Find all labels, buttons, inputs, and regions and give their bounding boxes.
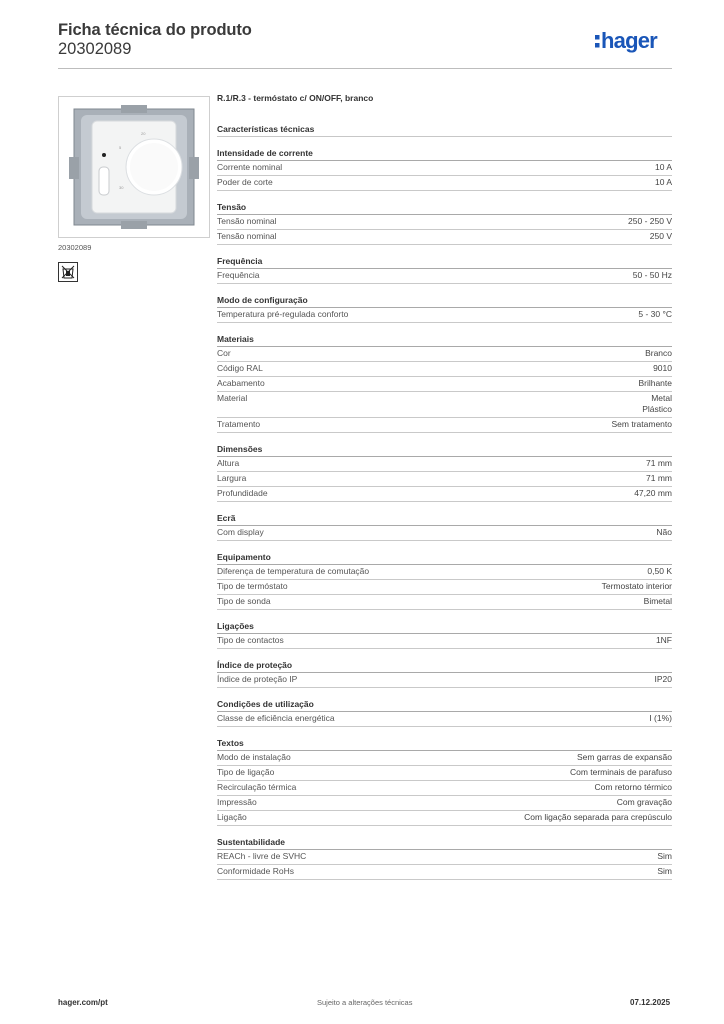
spec-value: Com terminais de parafuso [569,767,672,777]
spec-value [642,393,672,415]
spec-group [217,737,672,826]
spec-row [217,580,672,595]
spec-row [217,796,672,811]
spec-group [217,147,672,191]
spec-row [217,673,672,688]
spec-group [217,512,672,541]
spec-row [217,362,672,377]
spec-row [217,269,672,284]
logo-text: hager [601,28,657,53]
spec-row [217,161,672,176]
spec-label: Cor [217,348,231,358]
spec-row [217,418,672,433]
spec-group [217,201,672,245]
spec-value: Sim [657,866,672,876]
spec-group [217,659,672,688]
hager-logo [594,26,674,56]
spec-value: 10 A [654,177,672,187]
spec-value: Não [656,527,672,537]
header-divider [58,68,672,69]
group-title: Ecrã [217,512,672,526]
spec-value: 1NF [655,635,672,645]
spec-value-line: Plástico [642,404,672,414]
spec-label: Impressão [217,797,257,807]
svg-text:5: 5 [119,145,122,150]
header-block [58,21,252,59]
spec-row [217,766,672,781]
spec-row [217,487,672,502]
spec-label: Profundidade [217,488,268,498]
group-title: Ligações [217,620,672,634]
spec-row [217,392,672,418]
spec-value: 47,20 mm [634,488,672,498]
group-title: Condições de utilização [217,698,672,712]
group-title: Equipamento [217,551,672,565]
spec-label: Tipo de termóstato [217,581,288,591]
spec-label: Largura [217,473,247,483]
spec-label: Tensão nominal [217,231,277,241]
spec-label: Com display [217,527,264,537]
spec-label: Corrente nominal [217,162,283,172]
spec-row [217,308,672,323]
spec-label: Tipo de sonda [217,596,271,606]
spec-value: Brilhante [638,378,672,388]
spec-main [217,92,672,880]
group-title: Modo de configuração [217,294,672,308]
spec-label: Ligação [217,812,247,822]
spec-row [217,634,672,649]
spec-label: Tratamento [217,419,261,429]
spec-value: 9010 [653,363,672,373]
spec-row [217,781,672,796]
spec-group [217,836,672,880]
spec-label: Frequência [217,270,260,280]
spec-row [217,712,672,727]
spec-row [217,377,672,392]
spec-row [217,865,672,880]
spec-row [217,215,672,230]
spec-row [217,850,672,865]
spec-value: 71 mm [646,458,672,468]
group-title: Sustentabilidade [217,836,672,850]
svg-text:20: 20 [141,131,146,136]
group-title: Materiais [217,333,672,347]
recycle-bin-icon [58,262,78,282]
spec-label: REACh - livre de SVHC [217,851,307,861]
spec-value: 5 - 30 °C [638,309,672,319]
spec-label: Material [217,393,248,403]
spec-row [217,472,672,487]
spec-label: Acabamento [217,378,265,388]
spec-value: 250 V [649,231,672,241]
spec-value: Com gravação [616,797,672,807]
svg-text:30: 30 [119,185,124,190]
spec-value: Sem garras de expansão [577,752,672,762]
section-title: Características técnicas [217,123,672,137]
spec-label: Tensão nominal [217,216,277,226]
spec-label: Recirculação térmica [217,782,297,792]
spec-group [217,294,672,323]
spec-value: Sim [657,851,672,861]
spec-label: Índice de proteção IP [217,674,298,684]
spec-label: Temperatura pré-regulada conforto [217,309,349,319]
spec-row [217,565,672,580]
spec-label: Conformidade RoHs [217,866,295,876]
spec-group [217,255,672,284]
spec-value: Com ligação separada para crepúsculo [524,812,672,822]
product-title: R.1/R.3 - termóstato c/ ON/OFF, branco [217,93,374,103]
spec-value: Bimetal [643,596,672,606]
spec-group [217,698,672,727]
spec-label: Tipo de contactos [217,635,284,645]
spec-groups [217,147,672,880]
spec-row [217,811,672,826]
spec-row [217,176,672,191]
group-title: Índice de proteção [217,659,672,673]
spec-row [217,751,672,766]
spec-value: 250 - 250 V [628,216,672,226]
spec-label: Tipo de ligação [217,767,275,777]
spec-value: Termostato interior [601,581,672,591]
spec-row [217,526,672,541]
spec-label: Classe de eficiência energética [217,713,335,723]
spec-value: Branco [645,348,672,358]
spec-value: 71 mm [646,473,672,483]
spec-row [217,457,672,472]
image-caption: 20302089 [58,243,92,252]
spec-row [217,595,672,610]
spec-value: 0,50 K [647,566,672,576]
group-title: Textos [217,737,672,751]
spec-row [217,230,672,245]
spec-value-line: Metal [651,393,672,403]
page-title: Ficha técnica do produto [58,21,252,39]
spec-value: 10 A [654,162,672,172]
spec-value: Sem tratamento [611,419,672,429]
group-title: Intensidade de corrente [217,147,672,161]
spec-value: 50 - 50 Hz [632,270,672,280]
group-title: Dimensões [217,443,672,457]
spec-group [217,333,672,433]
thermostat-illustration [59,97,209,237]
spec-row [217,347,672,362]
spec-group [217,443,672,502]
spec-group [217,551,672,610]
spec-label: Código RAL [217,363,263,373]
product-image [58,96,210,238]
spec-value: IP20 [654,674,672,684]
spec-label: Altura [217,458,240,468]
spec-label: Poder de corte [217,177,273,187]
group-title: Frequência [217,255,672,269]
product-code: 20302089 [58,40,132,58]
spec-group [217,620,672,649]
group-title: Tensão [217,201,672,215]
spec-value: Com retorno térmico [594,782,672,792]
spec-value: I (1%) [649,713,672,723]
footer-date: 07.12.2025 [630,998,671,1007]
footer-website: hager.com/pt [58,998,108,1007]
footer-disclaimer: Sujeito a alterações técnicas [317,998,413,1007]
spec-label: Diferença de temperatura de comutação [217,566,370,576]
spec-label: Modo de instalação [217,752,291,762]
